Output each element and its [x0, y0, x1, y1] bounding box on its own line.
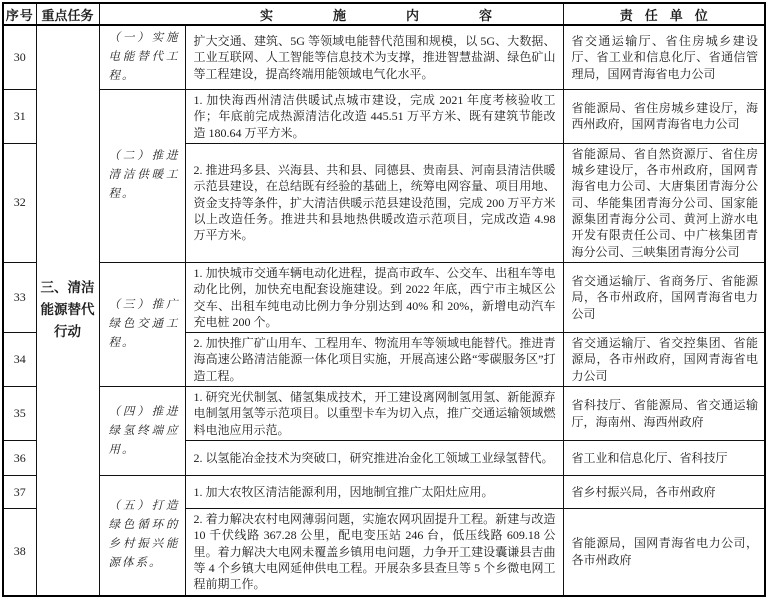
table-row: [3, 90, 765, 144]
row-34-number: 34: [3, 333, 36, 387]
header-serial-number: 序号: [3, 3, 36, 25]
row-33-number: 33: [3, 262, 36, 332]
row-31-number: 31: [3, 90, 36, 144]
row-37-number: 37: [3, 476, 36, 509]
row-35-responsible: 省科技厅、省能源局、省交通运输厅，海南州、海西州政府: [563, 387, 765, 441]
row-32-responsible: 省能源局、省自然资源厅、省住房城乡建设厅，各市州政府，国网青海省电力公司、大唐集团青海分公司、华能集团青海分公司、国家能源集团青海分公司、黄河上游水电开发有限责任公司、中广核集团青海分公司、三峡集团青海分公司: [563, 143, 765, 262]
row-30-content: 扩大交通、建筑、5G 等领域电能替代范围和规模，以 5G、大数据、工业互联网、人工智能等信息技术为支撑，推进智慧盐湖、绿色矿山等工程建设，提高终端用能领域电气化水平。: [185, 25, 563, 90]
table-row: [3, 262, 765, 332]
table-row: [3, 25, 765, 90]
subtask-1-label: （一）实施电能替代工程。: [99, 25, 185, 90]
header-implementation-content: 实施内容: [99, 3, 563, 25]
row-34-responsible: 省交通运输厅、省交控集团、省能源局，各市州政府，国网青海省电力公司: [563, 333, 765, 387]
row-38-number: 38: [3, 509, 36, 596]
subtask-2-label: （二）推进清洁供暖工程。: [99, 90, 185, 263]
row-34-content: 2. 加快推广矿山用车、工程用车、物流用车等领域电能替代。推进青海高速公路清洁能源一体化项目实施，开展高速公路“零碳服务区”打造工程。: [185, 333, 563, 387]
subtask-5-label: （五）打造绿色循环的乡村振兴能源体系。: [99, 476, 185, 596]
row-33-responsible: 省交通运输厅、省商务厅、省能源局，各市州政府，国网青海省电力公司: [563, 262, 765, 332]
row-35-number: 35: [3, 387, 36, 441]
subtask-3-label: （三）推广绿色交通工程。: [99, 262, 185, 386]
row-38-content: 2. 着力解决农村电网薄弱问题，实施农网巩固提升工程。新建与改造 10 千伏线路 367.28 公里，配电变压站 246 台，低压线路 609.18 公里。着力解决大电网未覆盖乡镇用电问题，力争开工建设囊谦县吉曲等 4 个乡镇大电网延伸供电工程。开展杂多县查旦等 5 个乡微电网工程前期工作。: [185, 509, 563, 596]
header-key-task: 重点任务: [36, 3, 99, 25]
subtask-4-label: （四）推进绿氢终端应用。: [99, 387, 185, 476]
row-35-content: 1. 研究光伏制氢、储氢集成技术，开工建设离网制氢用氢、新能源弃电制氢用氢等示范项目。以重型卡车为切入点，推广交通运输领域燃料电池应用示范。: [185, 387, 563, 441]
row-32-content: 2. 推进玛多县、兴海县、共和县、同德县、贵南县、河南县清洁供暖示范县建设，在总结既有经验的基础上，统筹电网容量、项目用地、资金支持等条件，扩大清洁供暖示范县建设范围，完成 200 万平方米以上改造任务。推进共和县地热供暖改造示范项目，完成改造 4.98 万平方米。: [185, 143, 563, 262]
row-38-responsible: 省能源局，国网青海省电力公司，各市州政府: [563, 509, 765, 596]
main-task-label: 三、清洁能源替代行动: [36, 25, 99, 596]
task-table: [2, 2, 766, 597]
row-32-number: 32: [3, 143, 36, 262]
row-31-responsible: 省能源局、省住房城乡建设厅，海西州政府，国网青海省电力公司: [563, 90, 765, 144]
table-row: [3, 476, 765, 509]
row-36-number: 36: [3, 441, 36, 476]
row-37-content: 1. 加大农牧区清洁能源利用，因地制宜推广太阳灶应用。: [185, 476, 563, 509]
row-31-content: 1. 加快海西州清洁供暖试点城市建设，完成 2021 年度考核验收工作；年底前完成热源清洁化改造 445.51 万平方米、既有建筑节能改造 180.64 万平方米。: [185, 90, 563, 144]
table-header-row: [3, 3, 765, 25]
row-30-number: 30: [3, 25, 36, 90]
row-30-responsible: 省交通运输厅、省住房城乡建设厅、省工业和信息化厅、省通信管理局，国网青海省电力公司: [563, 25, 765, 90]
row-37-responsible: 省乡村振兴局，各市州政府: [563, 476, 765, 509]
header-responsible-unit: 责任单位: [563, 3, 765, 25]
row-33-content: 1. 加快城市交通车辆电动化进程，提高市政车、公交车、出租车等电动化比例，加快充电配套设施建设。到 2022 年底，西宁市主城区公交车、出租车纯电动比例力争分别达到 40% 和 20%，新增电动汽车充电桩 200 个。: [185, 262, 563, 332]
row-36-content: 2. 以氢能冶金技术为突破口，研究推进冶金化工领域工业绿氢替代。: [185, 441, 563, 476]
table-row: [3, 387, 765, 441]
row-36-responsible: 省工业和信息化厅、省科技厅: [563, 441, 765, 476]
